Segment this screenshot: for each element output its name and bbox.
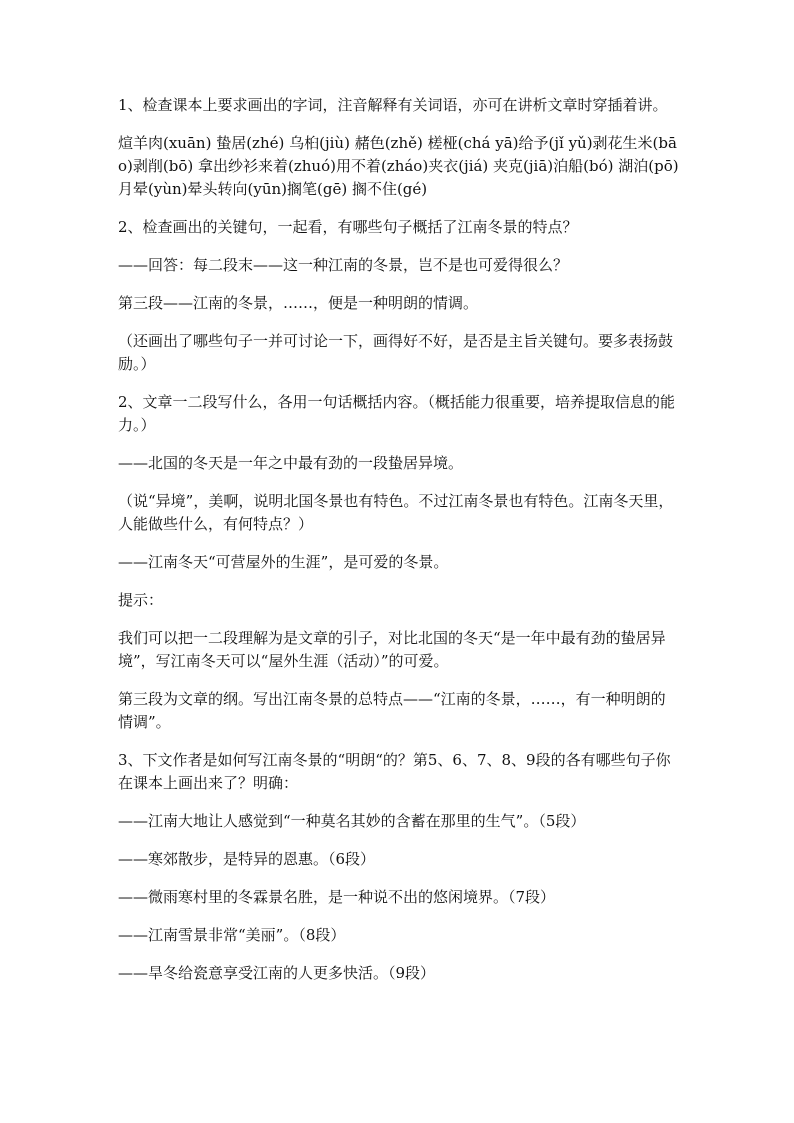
paragraph-6: （还画出了哪些句子一并可讨论一下，画得好不好，是否是主旨关键句。要多表扬鼓励。）	[118, 332, 674, 373]
paragraph-5: 第三段——江南的冬景，……，便是一种明朗的情调。	[118, 294, 479, 312]
paragraph-14: 3、下文作者是如何写江南冬景的“明朗“的？第5、6、7、8、9段的各有哪些句子你在课本上画出来了？明确：	[118, 751, 671, 792]
paragraph-12: 我们可以把一二段理解为是文章的引子，对比北国的冬天“是一年中最有劲的蛰居异境”，写江南冬天可以“屋外生涯（活动）”的可爱。	[118, 629, 666, 670]
paragraph-1: 1、检查课本上要求画出的字词，注音解释有关词语，亦可在讲析文章时穿插着讲。	[118, 96, 668, 114]
paragraph-17: ——微雨寒村里的冬霖景名胜，是一种说不出的悠闲境界。（7段）	[118, 888, 556, 906]
paragraph-7: 2、文章一二段写什么，各用一句话概括内容。（概括能力很重要，培养提取信息的能力。）	[118, 393, 676, 434]
paragraph-3: 2、检查画出的关键句，一起看，有哪些句子概括了江南冬景的特点？	[118, 218, 578, 236]
paragraph-19: ——旱冬给瓷意享受江南的人更多快活。（9段）	[118, 964, 436, 982]
paragraph-11: 提示：	[118, 591, 164, 609]
document-page	[118, 94, 680, 1000]
paragraph-16: ——寒郊散步，是特异的恩惠。（6段）	[118, 850, 376, 868]
paragraph-13: 第三段为文章的纲。写出江南冬景的总特点——“江南的冬景，……，有一种明朗的情调”。	[118, 690, 666, 731]
paragraph-4: ——回答：每二段末——这一种江南的冬景，岂不是也可爱得很么？	[118, 256, 569, 274]
paragraph-8: ——北国的冬天是一年之中最有劲的一段蛰居异境。	[118, 454, 464, 472]
paragraph-15: ——江南大地让人感觉到“一种莫名其妙的含蓄在那里的生气”。（5段）	[118, 812, 586, 830]
paragraph-10: ——江南冬天“可营屋外的生涯”，是可爱的冬景。	[118, 553, 449, 571]
paragraph-18: ——江南雪景非常“美丽”。（8段）	[118, 926, 346, 944]
paragraph-2: 煊羊肉(xuān) 蛰居(zhé) 乌桕(jiù) 赭色(zhě) 槎桠(chá yā)给予(jǐ yǔ)剥花生米(bāo)剥削(bō) 拿出纱衫来着(zhuó)用不着(zháo)夹衣(jiá) 夹克(jiā)泊船(bó) 湖泊(pō) 月晕(yùn)晕头转向(yūn)搁笔(gē) 搁不住(gé)	[118, 134, 679, 198]
paragraph-9: （说“异境”，美啊，说明北国冬景也有特色。不过江南冬景也有特色。江南冬天里，人能做些什么，有何特点？）	[118, 492, 674, 533]
